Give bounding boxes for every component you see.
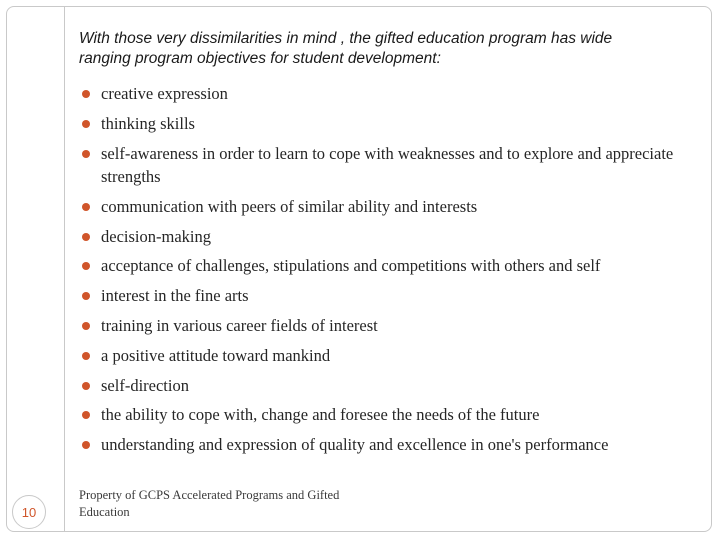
objective-item (79, 254, 699, 278)
objective-item (79, 142, 699, 189)
objective-text: acceptance of challenges, stipulations and competitions with others and self (101, 256, 601, 276)
footer-text (79, 487, 369, 521)
objective-text: self-direction (101, 375, 189, 395)
slide-title-line-2: ranging program objectives for student development: (79, 50, 441, 67)
footer-line-1: Property of GCPS Accelerated Programs and Gifted (79, 488, 340, 502)
objective-item (79, 344, 699, 368)
page-number-badge (12, 495, 46, 529)
objective-text: the ability to cope with, change and foresee the needs of the future (101, 405, 540, 425)
objective-text: self-awareness in order to learn to cope with weaknesses and to explore and appreciate strengths (101, 143, 674, 187)
objective-text: a positive attitude toward mankind (101, 345, 331, 365)
objective-item (79, 433, 699, 457)
bullet-icon (82, 292, 90, 300)
bullet-icon (82, 441, 90, 449)
bullet-icon (82, 352, 90, 360)
objective-text: communication with peers of similar ability and interests (101, 196, 478, 216)
objective-item (79, 225, 699, 249)
bullet-icon (82, 262, 90, 270)
bullet-icon (82, 120, 90, 128)
objective-text: decision-making (101, 226, 211, 246)
objectives-list (79, 82, 699, 463)
objective-text: understanding and expression of quality and excellence in one's performance (101, 435, 609, 455)
objective-text: training in various career fields of interest (101, 316, 378, 336)
bullet-icon (82, 233, 90, 241)
page-number: 10 (21, 504, 37, 520)
bullet-icon (82, 322, 90, 330)
objective-item (79, 112, 699, 136)
objective-item (79, 374, 699, 398)
objective-text: thinking skills (101, 113, 195, 133)
bullet-icon (82, 90, 90, 98)
objective-text: creative expression (101, 84, 228, 103)
footer-line-2: Education (79, 505, 130, 519)
bullet-icon (82, 382, 90, 390)
objective-item (79, 403, 699, 427)
slide-title (79, 29, 689, 69)
objective-item (79, 284, 699, 308)
bullet-icon (82, 150, 90, 158)
objective-item (79, 195, 699, 219)
bullet-icon (82, 203, 90, 211)
objective-text: interest in the fine arts (101, 286, 249, 306)
slide-vertical-rule (64, 6, 65, 532)
objective-item (79, 314, 699, 338)
slide-title-line-1: With those very dissimilarities in mind , the gifted education program has wide (79, 30, 613, 47)
bullet-icon (82, 411, 90, 419)
objective-item (79, 82, 699, 106)
